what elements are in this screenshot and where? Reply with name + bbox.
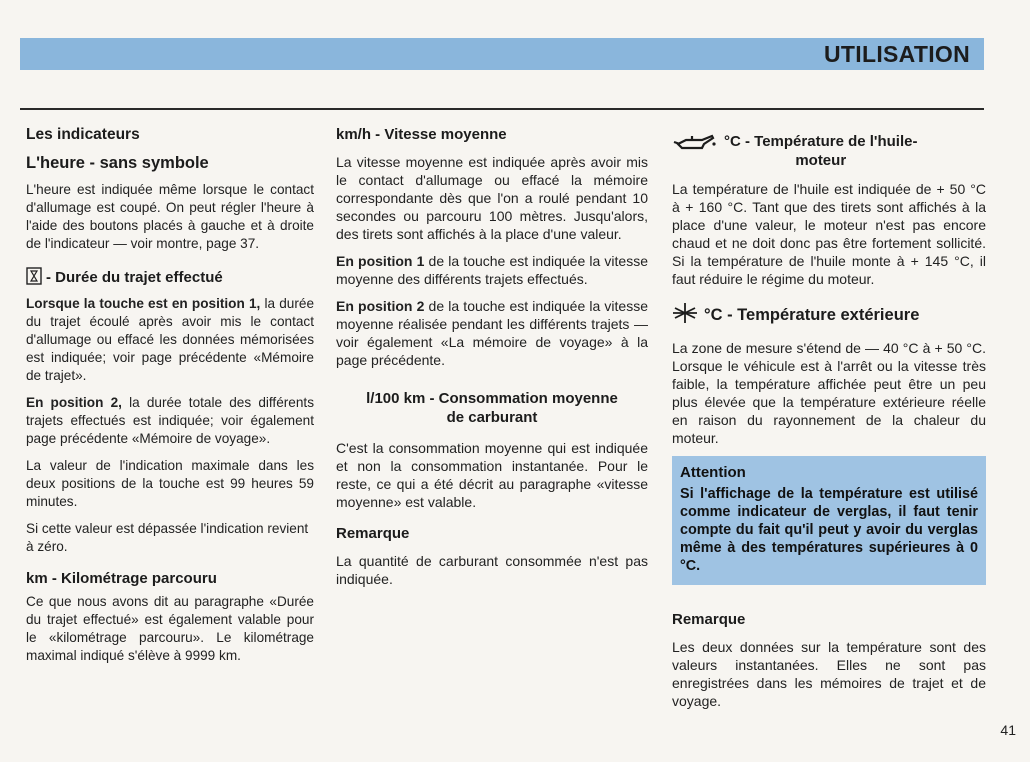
paragraph-heure: L'heure est indiquée même lorsque le contact d'allumage est coupé. On peut régler l'heure à l'aide des boutons placés à gauche et à droite de l'indicateur — voir montre, page 37. [26,182,314,251]
column-right [672,126,986,719]
heading-duree-trajet [26,267,314,289]
heading-indicateurs: Les indicateurs [26,126,140,143]
attention-box [672,456,986,585]
paragraph-position-2-text: la durée totale des différents trajets effectués est indiquée; voir également page précédente «Mémoire de voyage». [26,395,314,446]
paragraph-position-1-text: la durée du trajet écoulé après avoir mis le contact d'allumage ou effacé les données mémorisées est indiquée; voir page précédente «Mémoire de trajet». [26,296,314,383]
heading-exterieure-row [672,302,986,329]
column-left [26,126,314,674]
heading-kilometrage: km - Kilométrage parcouru [26,570,217,587]
paragraph-position-1 [26,295,314,385]
oil-can-icon [672,132,718,161]
paragraph-vm-position-1-lead: En position 1 [336,253,425,269]
heading-huile [724,132,917,170]
heading-consommation-line2: de carburant [446,409,538,426]
heading-vitesse-moyenne: km/h - Vitesse moyenne [336,126,507,143]
heading-consommation-line1: l/100 km - Consommation moyenne [366,390,618,407]
heading-duree-text: - Durée du trajet effectué [46,269,223,286]
page-number: 41 [1000,722,1016,738]
heading-heure: L'heure - sans symbole [26,154,209,172]
snowflake-icon [672,302,698,329]
heading-remarque-carburant: Remarque [336,525,410,542]
heading-huile-line1: °C - Température de l'huile- [724,133,918,150]
paragraph-vm-position-2 [336,297,648,369]
header-rule [20,108,984,110]
paragraph-kilometrage: Ce que nous avons dit au paragraphe «Durée du trajet effectué» est également valable pour le «kilométrage parcouru». Le kilométrage maximal indiqué s'élève à 9999 km. [26,594,314,663]
paragraph-depassement: Si cette valeur est dépassée l'indication revient à zéro. [26,521,309,554]
paragraph-valeur-max: La valeur de l'indication maximale dans les deux positions de la touche est 99 heures 59 minutes. [26,458,314,509]
paragraph-position-1-lead: Lorsque la touche est en position 1, [26,296,261,311]
paragraph-position-2-lead: En position 2, [26,395,122,410]
heading-exterieure: °C - Température extérieure [704,306,920,324]
paragraph-vitesse-moyenne: La vitesse moyenne est indiquée après avoir mis le contact d'allumage ou effacé la mémoire correspondante dès que l'on a roulé pendant 10 secondes ou parcouru 100 mètres. Jusqu'alors, des tirets sont affichés à la place d'une valeur. [336,154,648,242]
heading-remarque-temperature: Remarque [672,611,746,628]
heading-huile-line2: moteur [795,152,847,169]
paragraph-vm-position-1 [336,252,648,288]
column-middle [336,126,648,597]
paragraph-huile: La température de l'huile est indiquée de + 50 °C à + 160 °C. Tant que des tirets sont affichés à la place d'une valeur, le moteur n'est pas encore chaud et ne doit donc pas être fortement sollicité. Si la température de l'huile monte à + 145 °C, il faut réduire le régime du moteur. [672,181,986,287]
heading-huile-row [672,132,986,170]
paragraph-consommation: C'est la consommation moyenne qui est indiquée et non la consommation instantanée. Pour le reste, ce qui a été décrit au paragraphe «vitesse moyenne» est valable. [336,440,648,510]
attention-title: Attention [680,464,746,481]
hourglass-icon [26,267,42,289]
paragraph-position-2 [26,394,314,448]
paragraph-vm-position-2-lead: En position 2 [336,298,425,314]
section-title: UTILISATION [824,41,970,67]
paragraph-remarque-carburant: La quantité de carburant consommée n'est pas indiquée. [336,553,648,587]
paragraph-vm-position-1-text: de la touche est indiquée la vitesse moyenne des différents trajets effectués. [336,253,649,287]
paragraph-remarque-temperature: Les deux données sur la température sont des valeurs instantanées. Elles ne sont pas enregistrées dans les mémoires de trajet et de voyage. [672,639,986,709]
paragraph-exterieure: La zone de mesure s'étend de — 40 °C à + 50 °C. Lorsque le véhicule est à l'arrêt ou la vitesse très faible, la température affichée peut être un peu plus élevée que la température extérieure réelle en raison du rayonnement de la chaleur du moteur. [672,340,986,446]
attention-body: Si l'affichage de la température est utilisé comme indicateur de verglas, il faut tenir compte du fait qu'il peut y avoir du verglas même à des températures supérieures à 0 °C. [680,486,978,574]
heading-consommation [336,389,648,427]
paragraph-vm-position-2-text: de la touche est indiquée la vitesse moyenne réalisée pendant les différents trajets — voir également «La mémoire de voyage» à la page précédente. [336,298,649,368]
section-header-band [20,38,984,70]
